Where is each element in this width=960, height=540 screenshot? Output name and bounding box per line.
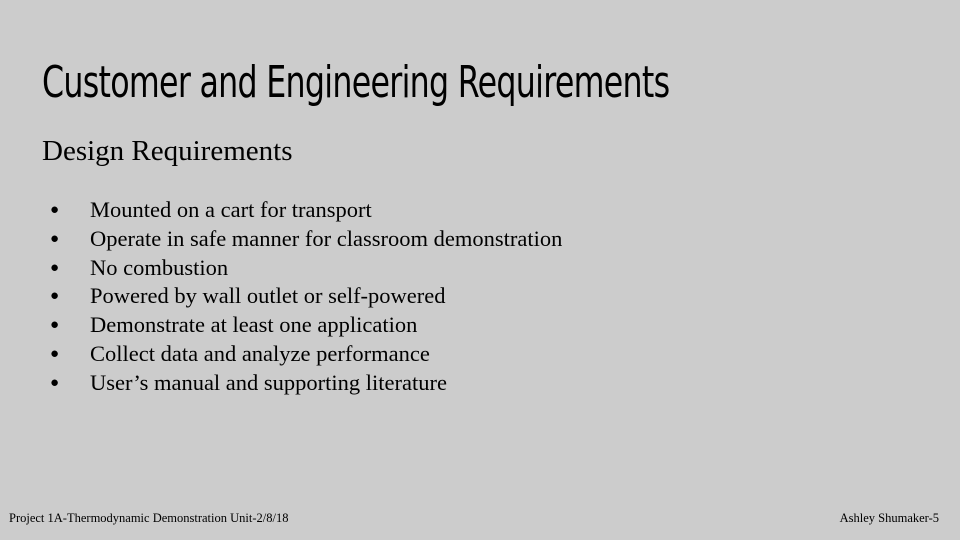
footer-author-page: Ashley Shumaker-5 [839, 511, 939, 525]
list-item-text: User’s manual and supporting literature [90, 369, 447, 395]
bullet-dot-icon: ● [50, 230, 60, 247]
list-item [50, 282, 562, 311]
list-item-text: No combustion [90, 254, 229, 280]
list-item-text: Collect data and analyze performance [90, 340, 430, 366]
list-item [50, 340, 562, 369]
slide-title: Customer and Engineering Requirements [42, 57, 670, 108]
list-item-text: Demonstrate at least one application [90, 312, 418, 338]
bullet-dot-icon: ● [50, 259, 60, 276]
slide-subtitle: Design Requirements [42, 135, 293, 167]
list-item [50, 254, 562, 283]
bullet-dot-icon: ● [50, 345, 60, 362]
list-item-text: Operate in safe manner for classroom demonstration [90, 225, 563, 251]
footer-project-label: Project 1A-Thermodynamic Demonstration Unit-2/8/18 [9, 511, 289, 525]
list-item-text: Mounted on a cart for transport [90, 197, 372, 222]
list-item [50, 225, 562, 254]
list-item [50, 369, 562, 398]
list-item-text: Powered by wall outlet or self-powered [90, 283, 446, 309]
bullet-dot-icon: ● [50, 317, 60, 334]
list-item [50, 311, 562, 340]
bullet-dot-icon: ● [50, 374, 60, 391]
bullet-dot-icon: ● [50, 288, 60, 305]
requirements-list [50, 196, 562, 398]
bullet-dot-icon: ● [50, 202, 60, 218]
list-item [50, 196, 562, 225]
